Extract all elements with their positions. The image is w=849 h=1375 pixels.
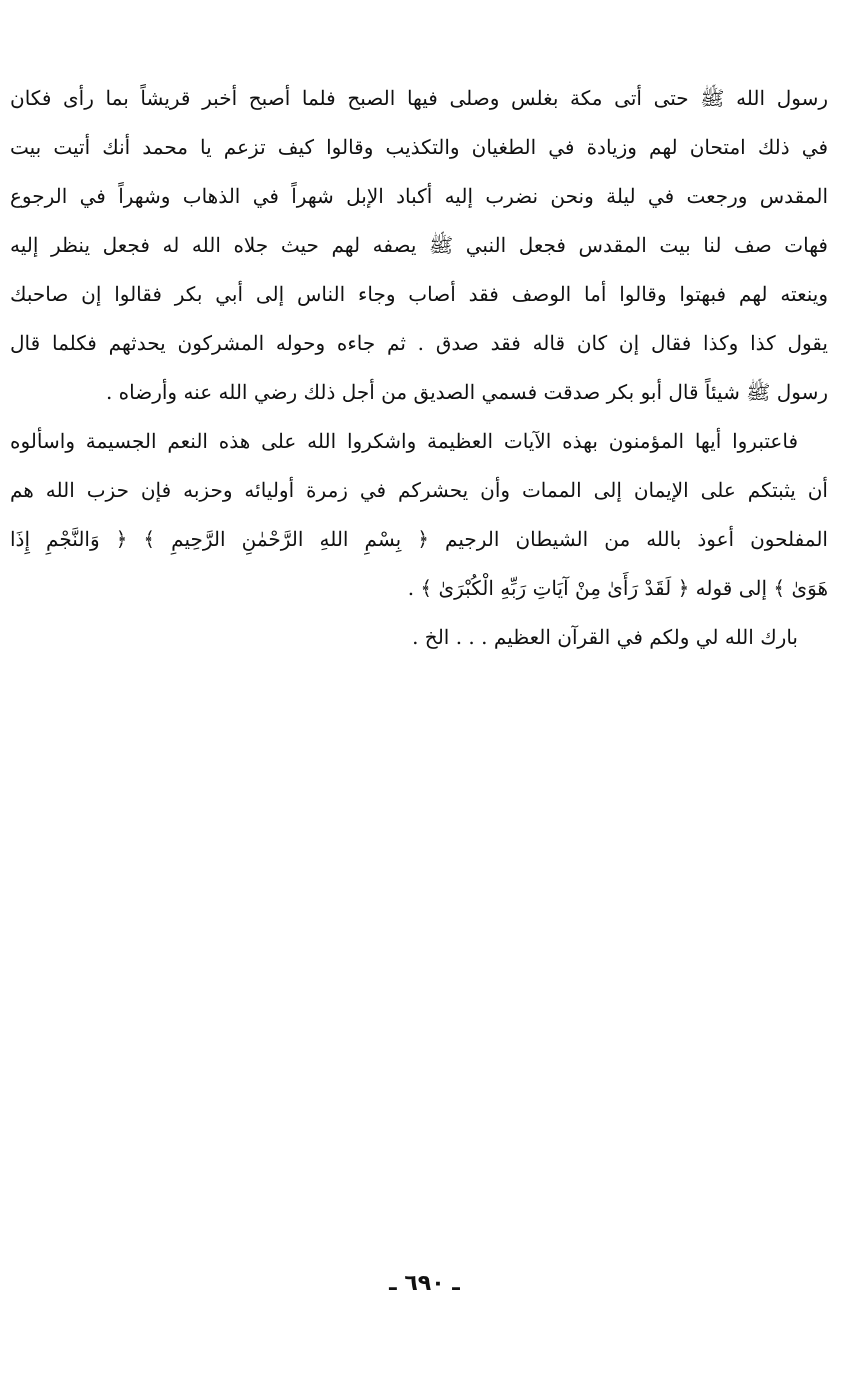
text-line: رسول ﷺ شيئاً قال أبو بكر صدقت فسمي الصديق من أجل ذلك رضي الله عنه وأرضاه . bbox=[105, 380, 828, 404]
text-line: فاعتبروا أيها المؤمنون بهذه الآيات العظيمة واشكروا الله على هذه النعم الجسيمة واسألوه bbox=[10, 429, 798, 453]
text-line: رسول الله ﷺ حتى أتى مكة بغلس وصلى فيها الصبح فلما أصبح أخبر قريشاً بما رأى فكان bbox=[10, 86, 828, 110]
text-line: فهات صف لنا بيت المقدس فجعل النبي ﷺ يصفه لهم حيث جلاه الله له فجعل ينظر إليه bbox=[10, 233, 828, 257]
text-line: بارك الله لي ولكم في القرآن العظيم . . . الخ . bbox=[412, 625, 798, 649]
text-line: أن يثبتكم على الإيمان إلى الممات وأن يحشركم في زمرة أوليائه وحزبه فإن حزب الله هم bbox=[10, 478, 828, 502]
text-line: المفلحون أعوذ بالله من الشيطان الرجيم ﴿ بِسْمِ اللهِ الرَّحْمٰنِ الرَّحِيمِ ﴾ ﴿ وَالنَّجْمِ إِذَا bbox=[10, 527, 828, 551]
text-line: المقدس ورجعت في ليلة ونحن نضرب إليه أكباد الإبل شهراً في الذهاب وشهراً في الرجوع bbox=[10, 184, 828, 208]
page-number: ـ ٦٩٠ ـ bbox=[389, 1271, 460, 1296]
text-line: يقول كذا وكذا فقال إن كان قاله فقد صدق . ثم جاءه وحوله المشركون يحدثهم فكلما قال bbox=[10, 331, 828, 355]
text-line: وينعته لهم فبهتوا وقالوا أما الوصف فقد أصاب وجاء الناس إلى أبي بكر فقالوا إن صاحبك bbox=[10, 282, 828, 306]
text-line: في ذلك امتحان لهم وزيادة في الطغيان والتكذيب وقالوا كيف تزعم يا محمد أنك أتيت بيت bbox=[10, 135, 828, 159]
text-line: هَوَىٰ ﴾ إلى قوله ﴿ لَقَدْ رَأَىٰ مِنْ آيَاتِ رَبِّهِ الْكُبْرَىٰ ﴾ . bbox=[407, 576, 828, 600]
body-text bbox=[10, 74, 828, 662]
